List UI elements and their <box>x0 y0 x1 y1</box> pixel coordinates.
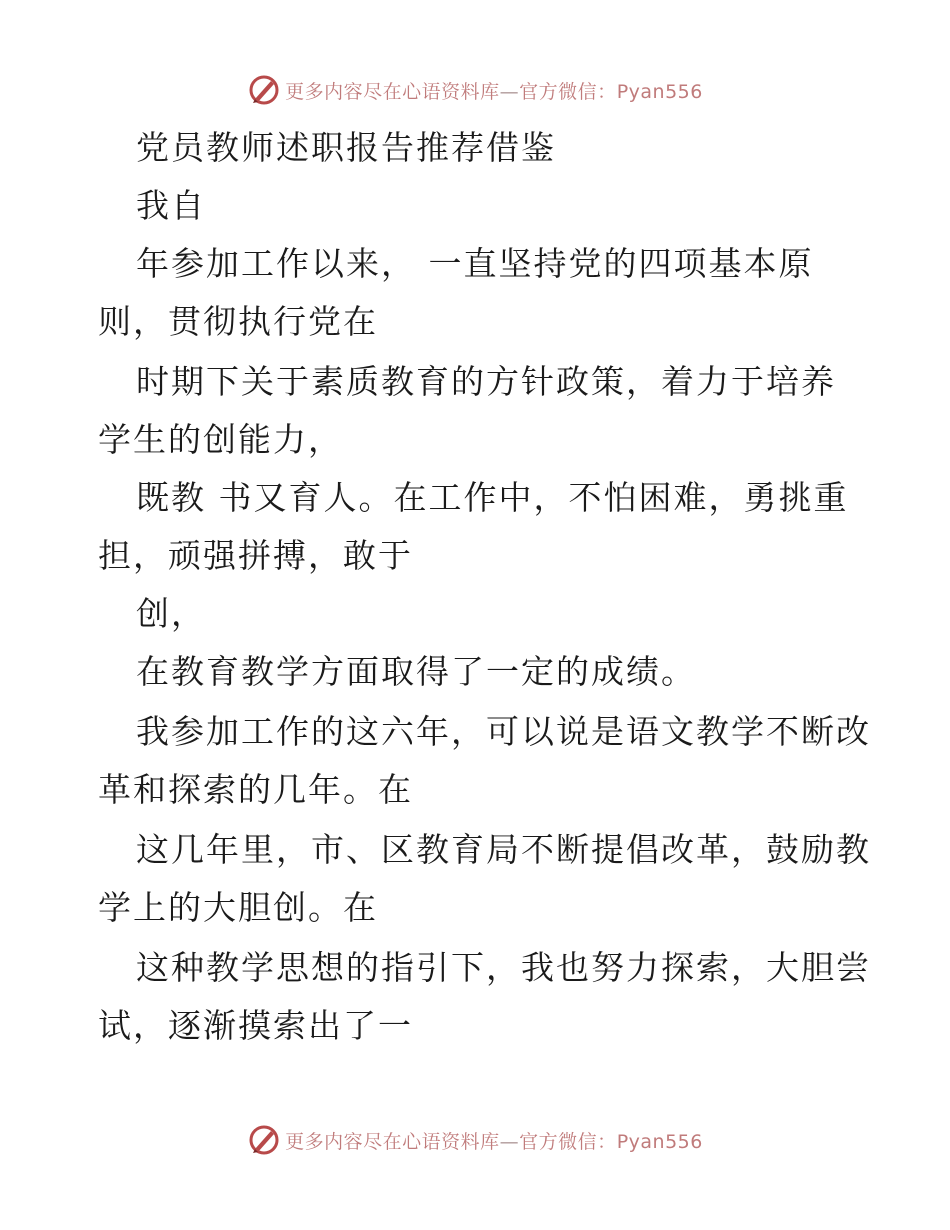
footer-watermark <box>0 1122 950 1158</box>
text-line: 既教 书又育人。在工作中，不怕困难，勇挑重 <box>136 478 849 517</box>
text-line: 我自 <box>136 186 206 225</box>
text-line: 学生的创能力， <box>98 420 343 459</box>
watermark-text <box>285 1127 703 1154</box>
text-line: 则，贯彻执行党在 <box>98 302 378 341</box>
watermark-official: 官方微信： <box>519 1130 617 1153</box>
text-line: 在教育教学方面取得了一定的成绩。 <box>136 652 696 691</box>
pen-logo-icon <box>247 73 281 107</box>
text-line: 创， <box>136 594 206 633</box>
header-watermark <box>0 72 950 108</box>
watermark-separator: — <box>499 80 520 103</box>
watermark-account: Pyan556 <box>616 1130 703 1153</box>
text-line: 试，逐渐摸索出了一 <box>98 1006 413 1045</box>
text-line: 年参加工作以来， 一直坚持党的四项基本原 <box>136 244 814 283</box>
document-title: 党员教师述职报告推荐借鉴 <box>136 128 556 167</box>
watermark-account: Pyan556 <box>616 80 703 103</box>
pen-logo-icon <box>247 1123 281 1157</box>
text-line: 革和探索的几年。在 <box>98 770 413 809</box>
text-line: 这几年里，市、区教育局不断提倡改革，鼓励教 <box>136 830 871 869</box>
watermark-official: 官方微信： <box>519 80 617 103</box>
text-line: 担，顽强拼搏，敢于 <box>98 536 413 575</box>
watermark-brand: 更多内容尽在心语资料库 <box>285 80 500 103</box>
watermark-brand: 更多内容尽在心语资料库 <box>285 1130 500 1153</box>
watermark-separator: — <box>499 1130 520 1153</box>
text-line: 学上的大胆创。在 <box>98 888 378 927</box>
text-line: 我参加工作的这六年，可以说是语文教学不断改 <box>136 712 871 751</box>
text-line: 这种教学思想的指引下，我也努力探索，大胆尝 <box>136 948 871 987</box>
text-line: 时期下关于素质教育的方针政策，着力于培养 <box>136 362 836 401</box>
watermark-text <box>285 77 703 104</box>
